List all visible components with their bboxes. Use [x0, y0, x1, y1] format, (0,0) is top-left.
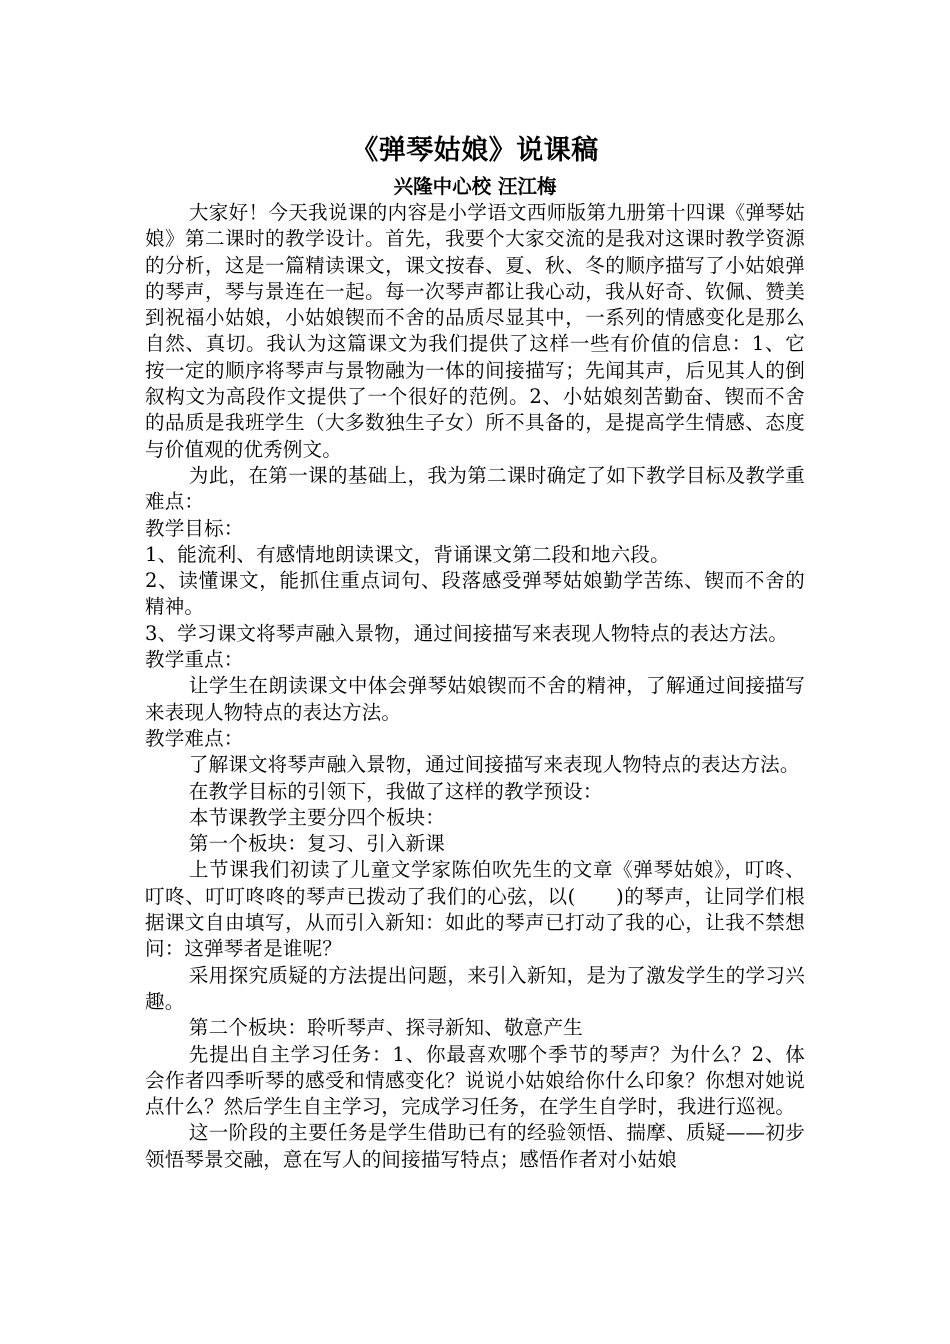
paragraph: 先提出自主学习任务：1、你最喜欢哪个季节的琴声？为什么？2、体会作者四季听琴的感受和情感变化？说说小姑娘给你什么印象？你想对她说点什么？然后学生自主学习，完成学习任务，在学生自学时，我进行巡视。 — [145, 1042, 805, 1119]
goal-item: 3、学习课文将琴声融入景物，通过间接描写来表现人物特点的表达方法。 — [145, 621, 789, 645]
document-page — [145, 128, 805, 1173]
section-heading-goals: 教学目标： — [145, 516, 244, 540]
section-heading-block-2: 第二个板块：聆听琴声、探寻新知、敬意产生 — [188, 1016, 583, 1040]
paragraph: 在教学目标的引领下，我做了这样的教学预设： — [188, 779, 603, 803]
goal-item: 1、能流利、有感情地朗读课文，背诵课文第二段和地六段。 — [145, 542, 670, 566]
paragraph: 了解课文将琴声融入景物，通过间接描写来表现人物特点的表达方法。 — [188, 753, 800, 777]
paragraph: 本节课教学主要分四个板块： — [188, 805, 445, 829]
section-heading-block-1: 第一个板块：复习、引入新课 — [188, 832, 445, 856]
paragraph: 大家好！今天我说课的内容是小学语文西师版第九册第十四课《弹琴姑娘》第二课时的教学设计。首先，我要个大家交流的是我对这课时教学资源的分析，这是一篇精读课文，课文按春、夏、秋、冬的顺序描写了小姑娘弹的琴声，琴与景连在一起。每一次琴声都让我心动，我从好奇、钦佩、赞美到祝福小姑娘，小姑娘锲而不舍的品质尽显其中，一系列的情感变化是那么自然、真切。我认为这篇课文为我们提供了这样一些有价值的信息：1、它按一定的顺序将琴声与景物融为一体的间接描写；先闻其声，后见其人的倒叙构文为高段作文提供了一个很好的范例。2、小姑娘刻苦勤奋、锲而不舍的品质是我班学生（大多数独生子女）所不具备的，是提高学生情感、态度与价值观的优秀例文。 — [145, 201, 805, 461]
paragraph: 让学生在朗读课文中体会弹琴姑娘锲而不舍的精神，了解通过间接描写来表现人物特点的表达方法。 — [145, 674, 805, 724]
document-author: 兴隆中心校 汪江梅 — [393, 175, 557, 198]
paragraph: 上节课我们初读了儿童文学家陈伯吹先生的文章《弹琴姑娘》，叮咚、叮咚、叮叮咚咚的琴声已拨动了我们的心弦，以( )的琴声，让同学们根据课文自由填写，从而引入新知：如此的琴声已打动了我的心，让我不禁想问：这弹琴者是谁呢？ — [145, 858, 805, 961]
document-title: 《弹琴姑娘》说课稿 — [351, 135, 599, 166]
paragraph: 这一阶段的主要任务是学生借助已有的经验领悟、揣摩、质疑——初步领悟琴景交融，意在写人的间接描写特点；感悟作者对小姑娘 — [145, 1121, 805, 1171]
goal-item: 2、读懂课文，能抓住重点词句、段落感受弹琴姑娘勤学苦练、锲而不舍的精神。 — [145, 569, 805, 619]
paragraph: 采用探究质疑的方法提出问题，来引入新知，是为了激发学生的学习兴趣。 — [145, 963, 805, 1013]
section-heading-difficulties: 教学难点： — [145, 726, 244, 750]
section-heading-key-points: 教学重点： — [145, 648, 244, 672]
paragraph: 为此，在第一课的基础上，我为第二课时确定了如下教学目标及教学重难点： — [145, 463, 805, 514]
